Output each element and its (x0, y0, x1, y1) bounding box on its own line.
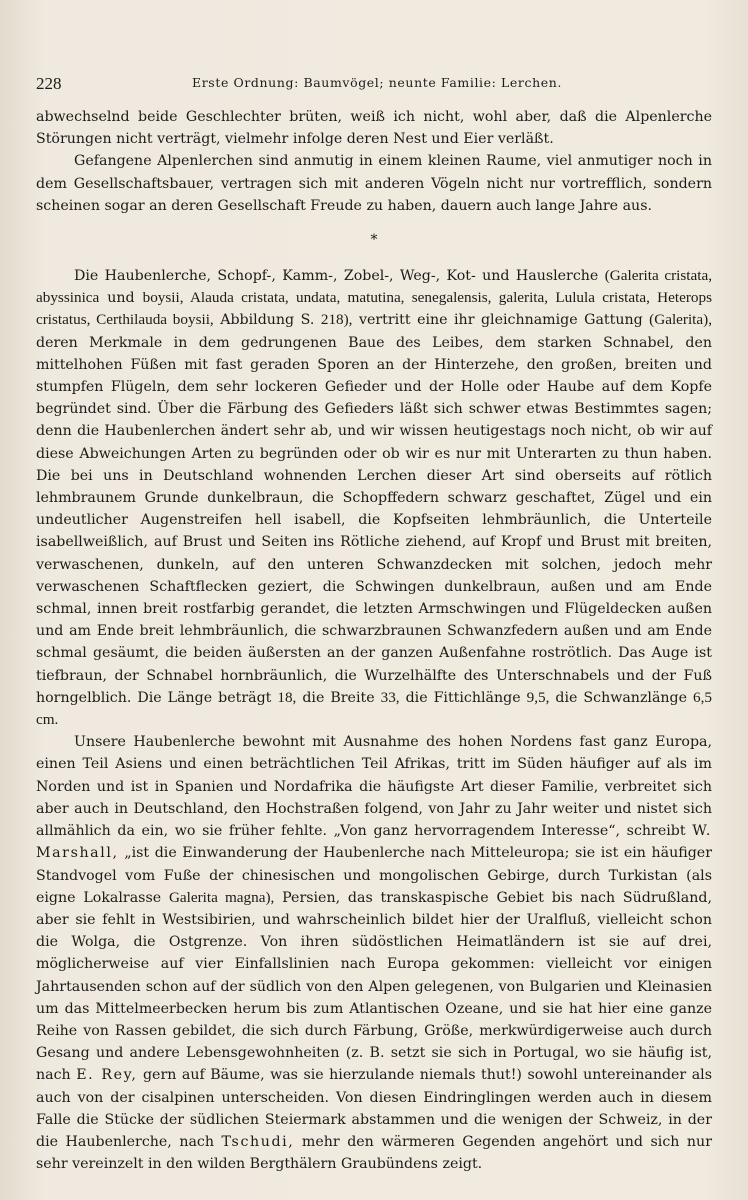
length-value: 18, (277, 688, 297, 706)
author-rey: E. Rey, (76, 1067, 138, 1084)
conjunction-und: und (107, 290, 135, 307)
distribution-text-5: mehr den wärmeren Gegenden angehört und sich nur sehr vereinzelt in den wilden Bergthälern Graubündens zeigt. (36, 1133, 712, 1173)
figure-reference: Abbildung S. (220, 312, 315, 329)
paragraph-crested-lark-distribution (36, 731, 712, 1175)
wing-length-value: 9,5, (526, 688, 550, 706)
paragraph-crested-lark-description (36, 265, 712, 731)
running-head: Erste Ordnung: Baumvögel; neunte Familie: Lerchen. (192, 75, 562, 90)
latin-genus: (Galerita), (649, 311, 712, 329)
page-number: 228 (36, 74, 62, 93)
figure-page-number: 218), (320, 311, 353, 329)
width-value: 33, (380, 688, 400, 706)
description-text-4: die Fittichlänge (405, 689, 521, 706)
description-text-3: die Breite (302, 689, 375, 706)
distribution-text-4: gern auf Bäume, was sie hierzulande niemals thut!) sowohl untereinander als auch von der cisalpinen unterscheiden. Von diesen Eindringlingen werden auch in diesem Falle die Stücke der südlichen Steiermark abstammen und die wenigen der Schweiz, in der die Haubenlerche, nach (36, 1067, 712, 1150)
author-tschudi: Tschudi, (221, 1133, 295, 1150)
distribution-text-2: „ist die Einwanderung der Haubenlerche nach Mitteleuropa; sie ist ein häufiger Standvogel vom Fuße der chinesischen und mongolischen Gebirge, durch Turkistan (als eigne Lokalrasse (36, 845, 712, 906)
distribution-text-3: Persien, das transkaspische Gebiet bis nach Südrußland, aber sie fehlt in Westsibirien, und wahrscheinlich bildet hier der Uralfluß, vielleicht schon die Wolga, die Ostgrenze. Von ihren südöstlichen Heimatländern ist sie auf drei, möglicherweise auf vier Einfallslinien nach Europa gekommen: vielleicht vor einigen Jahrtausenden schon auf der südlich von den Alpen gelegenen, von Bulgarien und Kleinasien um das Mittelmeerbecken herum bis zum Atlantischen Ozeane, und sie hat hier eine ganze Reihe von Rassen gebildet, die sich durch Färbung, Größe, merkwürdigerweise auch durch Gesang und andere Lebensgewohnheiten (z. B. setzt sie sich in Portugal, wo sie häufig ist, nach (36, 889, 712, 1084)
species-name: Die Haubenlerche, Schopf-, Kamm-, Zobel-, Weg-, Kot- und Hauslerche (74, 268, 599, 285)
distribution-text-1: Unsere Haubenlerche bewohnt mit Ausnahme des hohen Nordens fast ganz Europa, einen Teil Asiens und einen beträchtlichen Teil Afrikas, tritt im Süden häufiger auf als im Norden und ist in Spanien und Nordafrika die häufigste Art dieser Familie, verbreitet sich aber auch in Deutschland, den Hochstraßen folgend, von Jahr zu Jahr weiter und nistet sich allmählich da ein, wo sie früher fehlte. „Von ganz hervorragendem Interesse“, schreibt (36, 734, 712, 840)
section-separator: * (370, 232, 378, 249)
description-text-5: die Schwanzlänge (555, 689, 688, 706)
tail-length-value: 6,5 cm. (36, 688, 713, 729)
latin-local-race: Galerita magna), (168, 888, 275, 906)
author-marshall: W. Marshall, (36, 823, 712, 862)
paragraph-alpine-lark-end: abwechselnd beide Geschlechter brüten, weiß ich nicht, wohl aber, daß die Alpenlerche Störungen nicht verträgt, vielmehr infolge deren Nest und Eier verläßt. (36, 109, 712, 148)
latin-synonyms-2: boysii, Alauda cristata, undata, matutina, senegalensis, galerita, Lulula cristata, Heterops cristatus, Certhilauda boysii, (36, 289, 712, 329)
page-header (36, 74, 716, 94)
paragraph-captive-alpine-larks: Gefangene Alpenlerchen sind anmutig in einem kleinen Raume, viel anmutiger noch in dem Gesellschaftsbauer, vertragen sich mit anderen Vögeln nicht nur vortrefflich, sondern scheinen sogar an deren Gesellschaft Freude zu haben, dauern auch lange Jahre aus. (36, 153, 712, 214)
latin-synonyms-1: (Galerita cristata, abyssinica (36, 267, 712, 307)
description-text-2: deren Merkmale in dem gedrungenen Baue des Leibes, dem starken Schnabel, den mittelhohen Füßen mit fast geraden Sporen an der Hinterzehe, den großen, breiten und stumpfen Flügeln, dem sehr lockeren Gefieder und der Holle oder Haube auf dem Kopfe begründet sind. Über die Färbung des Gefieders läßt sich schwer etwas Bestimmtes sagen; denn die Haubenlerchen ändert sehr ab, und wir wissen heutigestags noch nicht, ob wir auf diese Abweichungen Arten zu begründen oder ob wir es nur mit Unterarten zu thun haben. Die bei uns in Deutschland wohnenden Lerchen dieser Art sind oberseits auf rötlich lehmbraunem Grunde dunkelbraun, die Schopffedern schwarz geschaftet, Zügel und ein undeutlicher Augenstreifen hell isabell, die Kopfseiten lehmbräunlich, die Unterteile isabellweißlich, auf Brust und Seiten ins Rötliche ziehend, auf Kropf und Brust mit breiten, verwaschenen, dunkeln, auf den unteren Schwanzdecken mit solchen, jedoch mehr verwaschenen Schaftflecken geziert, die Schwingen dunkelbraun, außen und am Ende schmal, innen breit rostfarbig gerandet, die letzten Armschwingen und Flügeldecken außen und am Ende breit lehmbräunlich, die schwarzbraunen Schwanzfedern außen und am Ende schmal gesäumt, die beiden äußersten an der ganzen Außenfahne roströtlich. Das Auge ist tiefbraun, der Schnabel hornbräunlich, die Wurzelhälfte des Unterschnabels und der Fuß horngelblich. Die Länge beträgt (36, 334, 712, 706)
body-text (36, 106, 712, 1175)
description-text-1: vertritt eine ihr gleichnamige Gattung (358, 312, 643, 329)
